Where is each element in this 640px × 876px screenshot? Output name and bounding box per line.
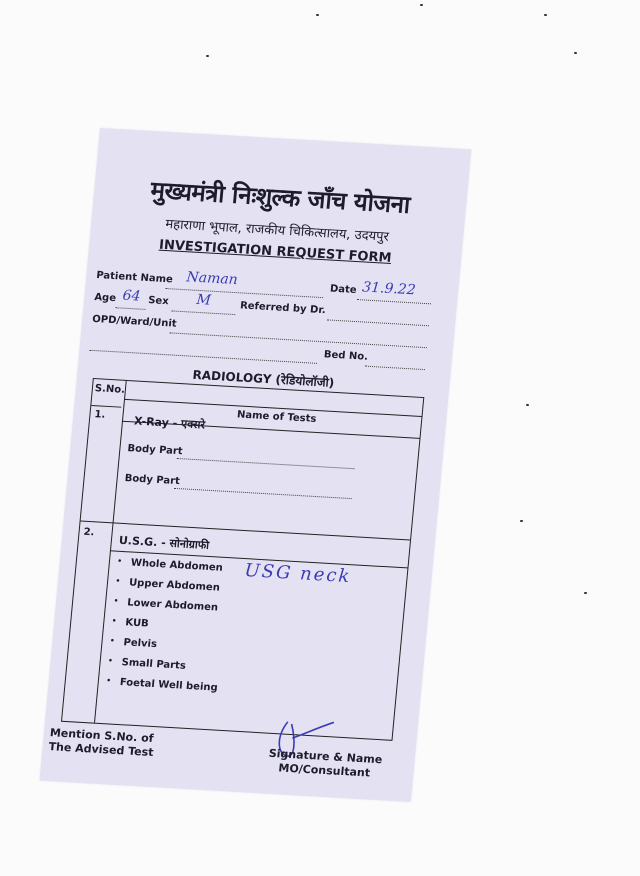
patient-name-value: Naman bbox=[185, 269, 239, 289]
date-line bbox=[357, 299, 431, 304]
tests-table bbox=[61, 378, 424, 741]
opd-ward-line bbox=[169, 332, 427, 348]
signature-line-1: Signature & Name bbox=[268, 746, 383, 767]
usg-sno: 2. bbox=[83, 526, 95, 539]
xray-body-part-1-line bbox=[177, 458, 355, 469]
scan-speck bbox=[520, 520, 523, 522]
mention-line-2: The Advised Test bbox=[48, 740, 155, 760]
bed-no-label: Bed No. bbox=[323, 349, 369, 363]
bed-no-line bbox=[365, 366, 425, 370]
scan-speck bbox=[526, 404, 529, 406]
sno-header: S.No. bbox=[94, 383, 126, 396]
xray-sno: 1. bbox=[93, 409, 106, 421]
signature-line-2: MO/Consultant bbox=[277, 761, 371, 780]
radiology-heading: RADIOLOGY (रेडियोलॉजी) bbox=[191, 367, 335, 390]
mention-sno-note bbox=[48, 726, 155, 760]
bullet-icon: • bbox=[105, 676, 112, 687]
age-line bbox=[115, 307, 145, 310]
usg-item-lower-abdomen: Lower Abdomen bbox=[126, 597, 219, 614]
opd-ward-label: OPD/Ward/Unit bbox=[91, 313, 178, 330]
sex-line bbox=[171, 310, 235, 315]
scan-speck bbox=[544, 14, 547, 16]
patient-name-line bbox=[165, 288, 323, 298]
usg-handwritten-note: USG neck bbox=[243, 560, 353, 588]
scan-speck bbox=[574, 52, 577, 54]
investigation-request-form bbox=[39, 128, 471, 802]
patient-name-label: Patient Name bbox=[95, 270, 174, 286]
date-label: Date bbox=[329, 283, 358, 297]
bullet-icon: • bbox=[114, 576, 121, 587]
scheme-title: मुख्यमंत्री निःशुल्क जाँच योजना bbox=[149, 175, 412, 219]
usg-item-small-parts: Small Parts bbox=[121, 657, 187, 672]
xray-body-part-2-label: Body Part bbox=[124, 473, 181, 488]
referred-by-label: Referred by Dr. bbox=[239, 300, 327, 317]
xray-title: X-Ray - एक्सरे bbox=[133, 414, 206, 432]
date-value: 31.9.22 bbox=[361, 279, 417, 299]
bullet-icon: • bbox=[112, 596, 120, 607]
bullet-icon: • bbox=[109, 636, 116, 647]
scan-speck bbox=[584, 592, 587, 594]
referred-by-line bbox=[327, 319, 429, 326]
age-label: Age bbox=[93, 291, 117, 305]
scan-speck bbox=[206, 55, 209, 57]
signature-block bbox=[267, 747, 383, 781]
usg-item-pelvis: Pelvis bbox=[123, 637, 158, 651]
usg-title: U.S.G. - सोनोग्राफी bbox=[118, 533, 210, 552]
form-title: INVESTIGATION REQUEST FORM bbox=[158, 237, 393, 266]
usg-item-foetal-well-being: Foetal Well being bbox=[119, 677, 219, 694]
sex-label: Sex bbox=[147, 295, 170, 308]
hospital-name: महाराणा भूपाल, राजकीय चिकित्सालय, उदयपुर bbox=[164, 216, 390, 245]
bullet-icon: • bbox=[116, 556, 123, 567]
xray-body-part-2-line bbox=[174, 488, 352, 499]
usg-item-upper-abdomen: Upper Abdomen bbox=[128, 577, 221, 594]
usg-item-whole-abdomen: Whole Abdomen bbox=[130, 557, 224, 574]
name-of-tests-header: Name of Tests bbox=[236, 409, 317, 425]
age-value: 64 bbox=[121, 287, 142, 305]
sno-header-divider bbox=[91, 405, 121, 408]
sex-value: M bbox=[195, 291, 212, 309]
scan-speck bbox=[316, 14, 319, 16]
bullet-icon: • bbox=[110, 616, 118, 627]
scan-speck bbox=[420, 4, 423, 6]
bullet-icon: • bbox=[107, 656, 114, 667]
mention-line-1: Mention S.No. of bbox=[49, 726, 155, 746]
usg-item-kub: KUB bbox=[124, 617, 150, 630]
xray-body-part-1-label: Body Part bbox=[126, 443, 184, 458]
